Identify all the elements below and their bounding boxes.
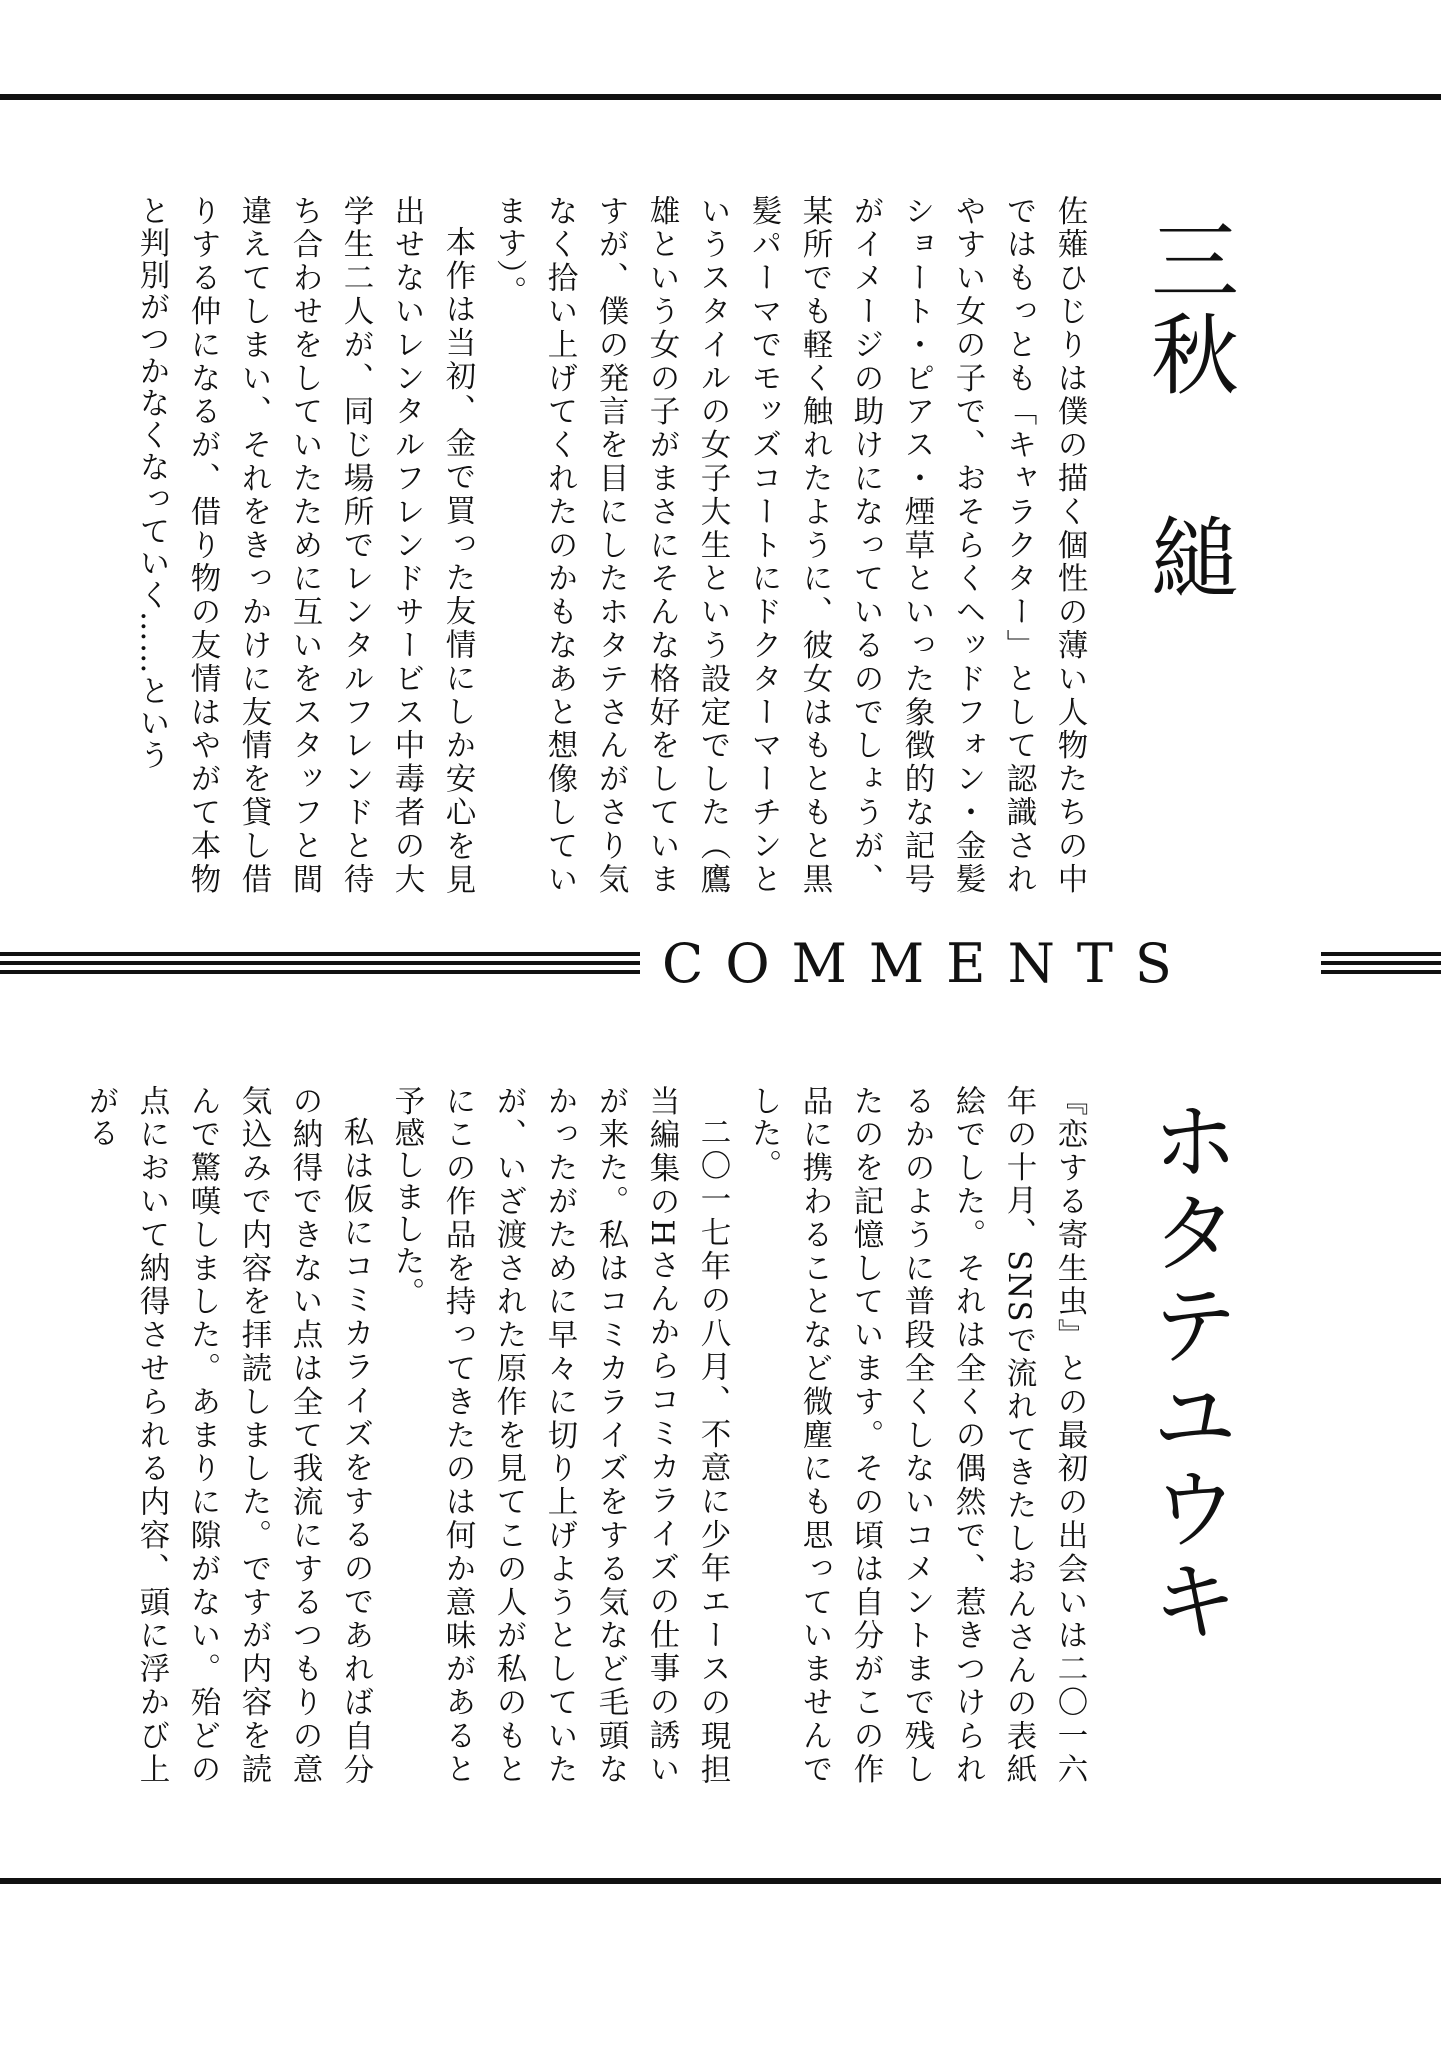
bottom-rule	[0, 1878, 1441, 1884]
comment-mikuma	[134, 155, 1305, 896]
comments-divider	[0, 928, 1441, 998]
comment-paragraph: 私は仮にコミカライズをするのであれば自分の納得できない点は全て我流にするつもりの意気込みで内容を拝読しました。ですが内容を読んで驚嘆しました。あまりに隙がない。殆どの点において納得させられる内容、頭に浮かび上がる	[83, 1085, 373, 1786]
author-name: 三秋 縋	[1136, 215, 1240, 606]
author-name: ホタテユウキ	[1136, 1095, 1240, 1647]
comment-paragraph: 二〇一七年の八月、不意に少年エースの現担当編集のHさんからコミカライズの仕事の誘いが来た。私はコミカライズをする気など毛頭なかったがために早々に切り上げようとしていたが、いざ渡された原作を見てこの人が私のもとにこの作品を持ってきたのは何か意味があると予感しました。	[389, 1085, 730, 1786]
divider-lines-right	[1321, 952, 1441, 974]
comment-hotate	[83, 1085, 1305, 1805]
comment-paragraph: 本作は当初、金で買った友情にしか安心を見出せないレンタルフレンドサービス中毒者の大学生二人が、同じ場所でレンタルフレンドと待ち合わせをしていたために互いをスタッフと間違えてしまい、それをきっかけに友情を貸し借りする仲になるが、借り物の友情はやがて本物と判別がつかなくなっていく……という	[134, 195, 475, 896]
comment-paragraph: 佐薙ひじりは僕の描く個性の薄い人物たちの中ではもっとも「キャラクター」として認識されやすい女の子で、おそらくヘッドフォン・金髪ショート・ピアス・煙草といった象徴的な記号がイメージの助けになっているのでしょうが、某所でも軽く触れたように、彼女はもともと黒髪パーマでモッズコートにドクターマーチンというスタイルの女子大生という設定でした（鷹雄という女の子がまさにそんな格好をしていますが、僕の発言を目にしたホタテさんがさり気なく拾い上げてくれたのかもなあと想像しています）。	[491, 195, 1087, 895]
divider-lines-left	[0, 952, 640, 974]
comment-body	[134, 195, 1095, 896]
comment-body	[83, 1085, 1095, 1786]
comment-paragraph: 『恋する寄生虫』との最初の出会いは二〇一六年の十月、SNSで流れてきたしおんさんの表紙絵でした。それは全くの偶然で、惹きつけられるかのように普段全くしないコメントまで残したのを記憶しています。その頃は自分がこの作品に携わることなど微塵にも思っていませんでした。	[746, 1085, 1087, 1785]
top-rule	[0, 94, 1441, 100]
comments-heading: COMMENTS	[662, 931, 1194, 995]
